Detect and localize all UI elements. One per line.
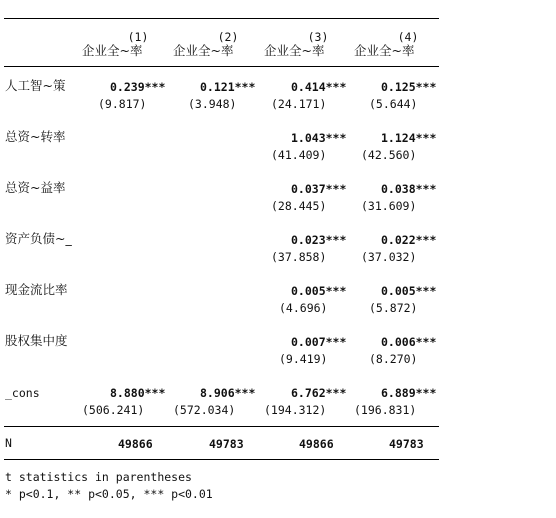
row-label: _cons xyxy=(5,386,40,400)
coef-cell: 0.022*** xyxy=(381,233,437,247)
t-stat-cell: (37.032) xyxy=(361,250,417,264)
bottom-rule xyxy=(4,459,439,460)
col-3-name: 企业全~率 xyxy=(264,43,325,58)
row-label: 总资~转率 xyxy=(5,129,66,144)
coef-cell: 0.007*** xyxy=(291,335,347,349)
t-stat-cell: (37.858) xyxy=(271,250,327,264)
t-stat-cell: (9.817) xyxy=(98,97,147,111)
coef-cell: 6.762*** xyxy=(291,386,347,400)
t-stat-cell: (42.560) xyxy=(361,148,417,162)
t-stat-cell: (572.034) xyxy=(173,403,236,417)
row-label: 现金流比率 xyxy=(5,282,68,297)
footnote-significance: * p<0.1, ** p<0.05, *** p<0.01 xyxy=(5,487,213,501)
t-stat-cell: (196.831) xyxy=(354,403,417,417)
coef-cell: 1.124*** xyxy=(381,131,437,145)
col-4-name: 企业全~率 xyxy=(354,43,415,58)
row-label: 总资~益率 xyxy=(5,180,66,195)
t-stat-cell: (5.644) xyxy=(369,97,418,111)
coef-cell: 1.043*** xyxy=(291,131,347,145)
t-stat-cell: (5.872) xyxy=(369,301,418,315)
col-2-name: 企业全~率 xyxy=(173,43,234,58)
coef-cell: 0.037*** xyxy=(291,182,347,196)
coef-cell: 6.889*** xyxy=(381,386,437,400)
t-stat-cell: (28.445) xyxy=(271,199,327,213)
row-label: 资产负债~_ xyxy=(5,231,72,246)
coef-cell: 8.906*** xyxy=(200,386,256,400)
coef-cell: 8.880*** xyxy=(110,386,166,400)
coef-cell: 0.121*** xyxy=(200,80,256,94)
top-rule xyxy=(4,18,439,19)
n-cell: 49866 xyxy=(118,437,153,451)
coef-cell: 0.005*** xyxy=(291,284,347,298)
coef-cell: 0.239*** xyxy=(110,80,166,94)
header-rule xyxy=(4,66,439,67)
coef-cell: 0.125*** xyxy=(381,80,437,94)
t-stat-cell: (9.419) xyxy=(279,352,328,366)
t-stat-cell: (194.312) xyxy=(264,403,327,417)
coef-cell: 0.005*** xyxy=(381,284,437,298)
t-stat-cell: (31.609) xyxy=(361,199,417,213)
col-1-name: 企业全~率 xyxy=(82,43,143,58)
n-cell: 49783 xyxy=(209,437,244,451)
col-4-number: (4) xyxy=(397,30,419,44)
row-label: 人工智~策 xyxy=(5,78,66,93)
coef-cell: 0.006*** xyxy=(381,335,437,349)
t-stat-cell: (4.696) xyxy=(279,301,328,315)
n-row-label: N xyxy=(5,436,12,450)
coef-cell: 0.038*** xyxy=(381,182,437,196)
t-stat-cell: (8.270) xyxy=(369,352,418,366)
t-stat-cell: (24.171) xyxy=(271,97,327,111)
coef-cell: 0.414*** xyxy=(291,80,347,94)
row-label: 股权集中度 xyxy=(5,333,68,348)
n-cell: 49783 xyxy=(389,437,424,451)
col-2-number: (2) xyxy=(217,30,239,44)
t-stat-cell: (3.948) xyxy=(188,97,237,111)
col-1-number: (1) xyxy=(127,30,149,44)
col-3-number: (3) xyxy=(307,30,329,44)
footnote-t-stats: t statistics in parentheses xyxy=(5,470,192,484)
coef-cell: 0.023*** xyxy=(291,233,347,247)
n-cell: 49866 xyxy=(299,437,334,451)
t-stat-cell: (506.241) xyxy=(82,403,145,417)
n-top-rule xyxy=(4,426,439,427)
t-stat-cell: (41.409) xyxy=(271,148,327,162)
